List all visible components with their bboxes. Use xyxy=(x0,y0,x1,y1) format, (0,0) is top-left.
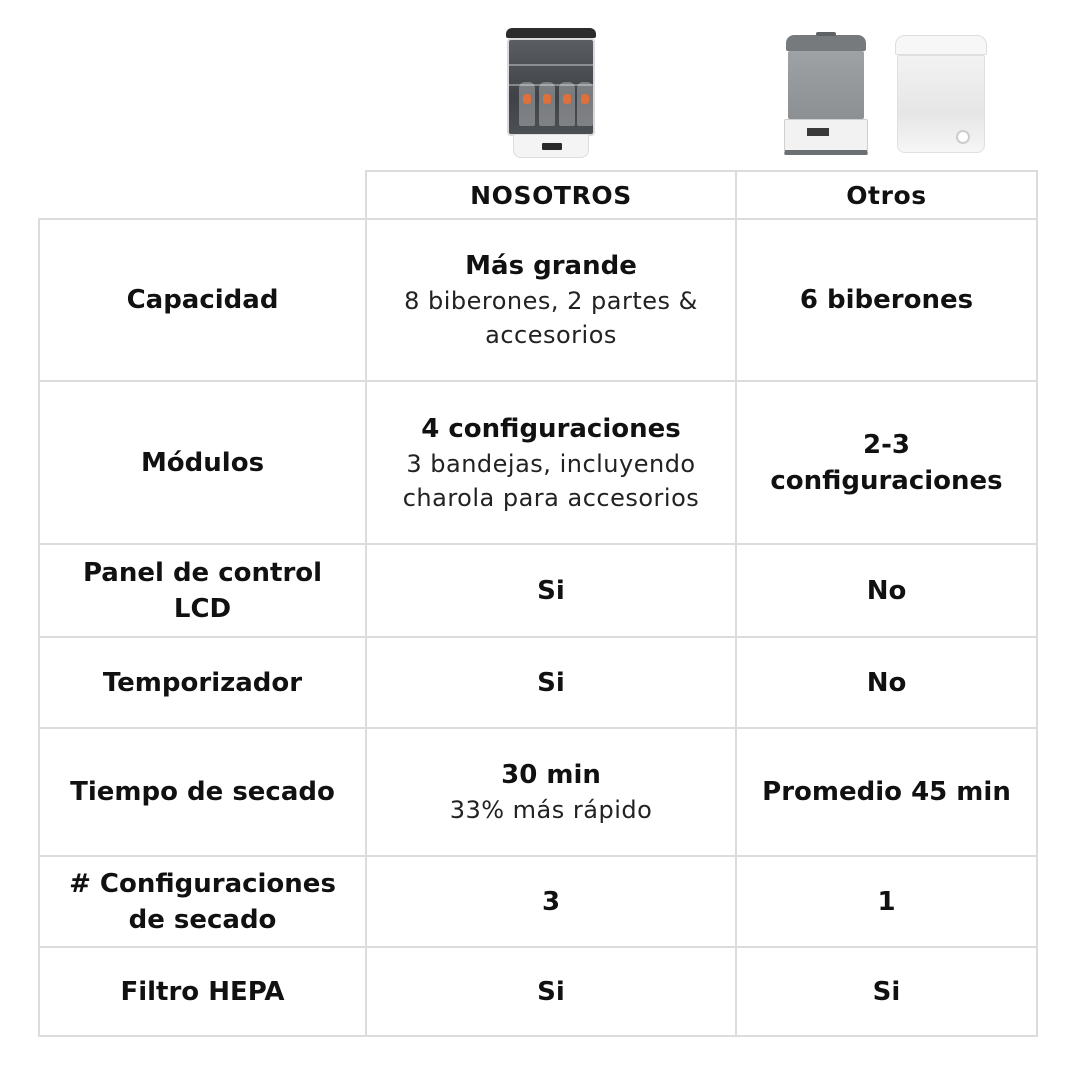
row-label: Tiempo de secado xyxy=(70,777,335,807)
others-cell: Si xyxy=(872,976,901,1007)
table-border xyxy=(1036,170,1038,1037)
ours-main-value: Más grande xyxy=(465,251,637,281)
ours-sub-value: 33% más rápido xyxy=(449,796,653,824)
ours-cell: Si xyxy=(537,575,565,606)
row-label: # Configuraciones de secado xyxy=(69,868,336,935)
row-label: Módulos xyxy=(140,447,265,478)
others-cell: No xyxy=(866,575,907,606)
ours-main-value: 30 min xyxy=(501,760,601,790)
column-header-ours: NOSOTROS xyxy=(470,180,632,210)
row-label: Filtro HEPA xyxy=(120,976,285,1007)
column-header-others: Otros xyxy=(846,180,927,210)
row-label: Capacidad xyxy=(126,285,279,315)
table-border xyxy=(38,1035,1038,1037)
ours-cell xyxy=(367,220,735,380)
ours-sub-value: 8 biberones, 2 partes & accesorios xyxy=(404,287,698,349)
other-product-white-image xyxy=(893,35,989,155)
ours-cell: Si xyxy=(537,667,565,698)
row-label: Panel de control LCD xyxy=(82,557,323,624)
ours-sub-value: 3 bandejas, incluyendo charola para accesorios xyxy=(402,449,700,512)
others-cell: Promedio 45 min xyxy=(762,777,1011,807)
dial-knob-icon xyxy=(956,130,970,144)
ours-cell xyxy=(367,729,735,855)
lcd-display-icon xyxy=(542,143,562,150)
product-lid xyxy=(506,28,596,38)
ours-cell: Si xyxy=(537,976,565,1007)
ours-main-value: 4 configuraciones xyxy=(421,413,681,444)
others-cell: 1 xyxy=(877,886,896,917)
row-label: Temporizador xyxy=(102,667,303,698)
product-base xyxy=(513,134,589,158)
others-cell: 2-3 configuraciones xyxy=(770,429,1003,496)
others-cell: 6 biberones xyxy=(799,285,974,315)
others-cell: No xyxy=(866,667,907,698)
product-chamber xyxy=(507,38,595,136)
other-product-grey-image xyxy=(784,35,868,155)
our-product-image xyxy=(503,28,599,158)
ours-cell: 3 xyxy=(541,886,561,917)
ours-cell xyxy=(367,382,735,543)
